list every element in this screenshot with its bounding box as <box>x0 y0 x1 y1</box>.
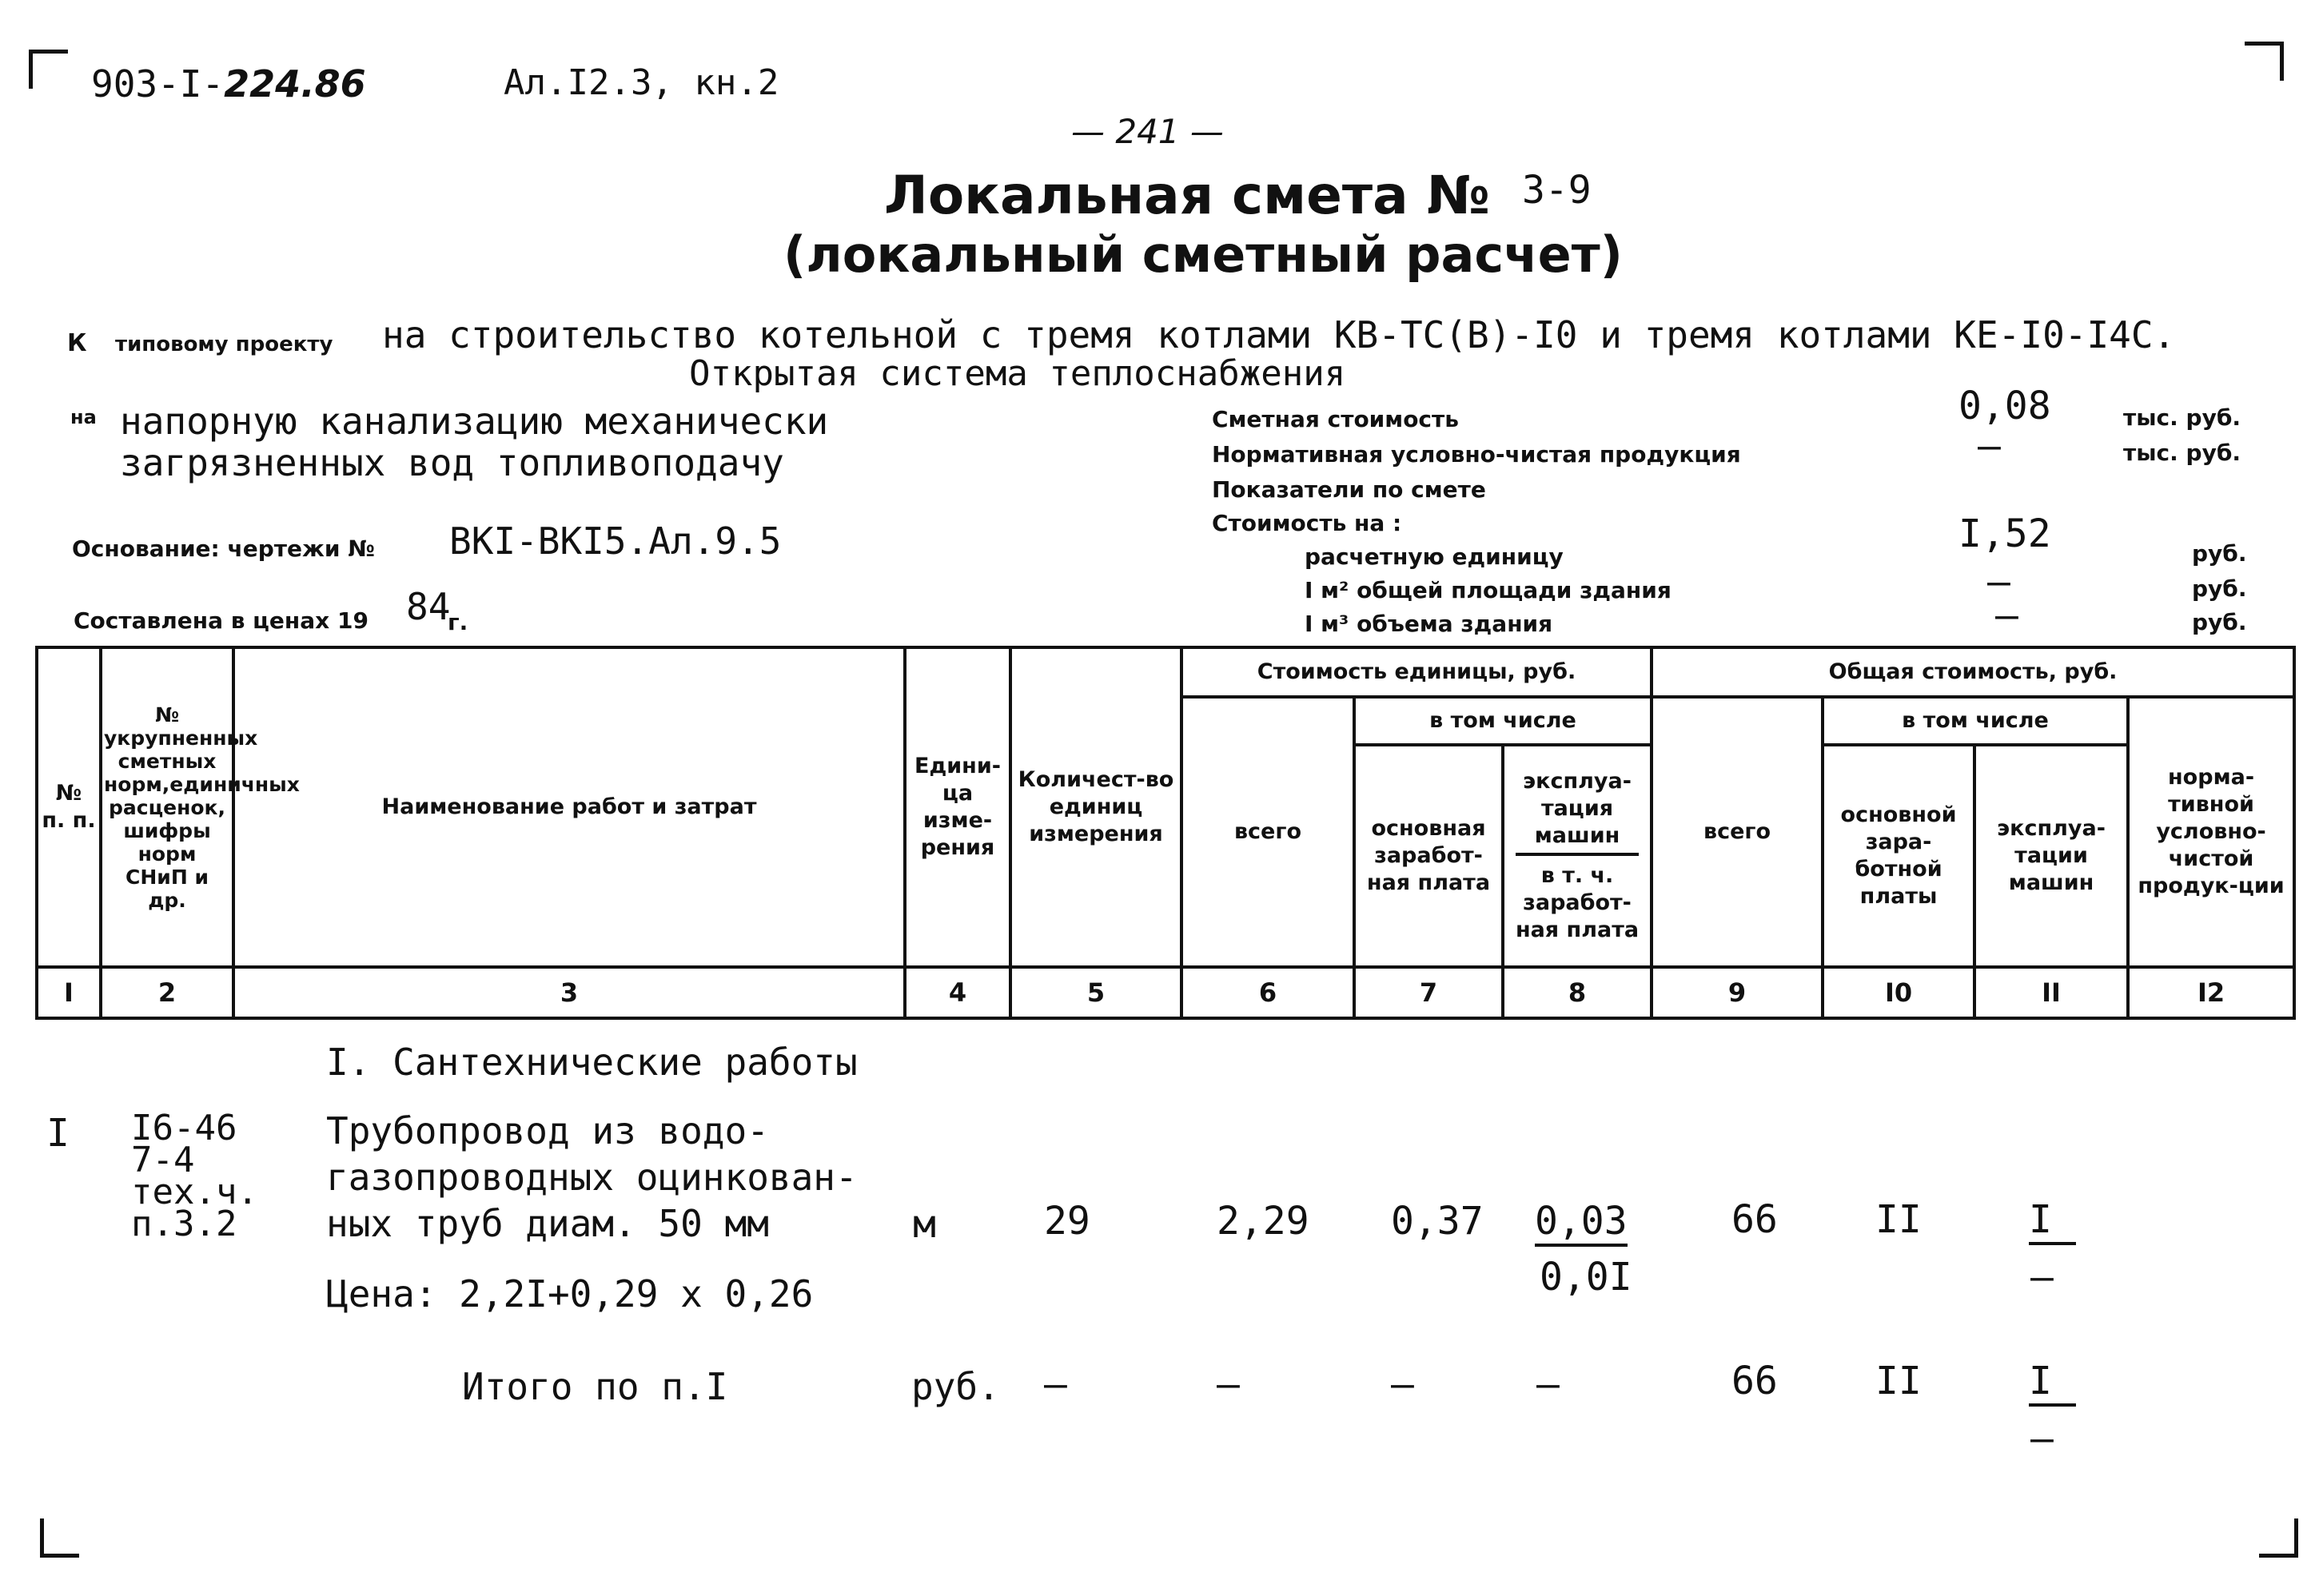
album-ref: Ал.I2.3, кн.2 <box>504 62 779 103</box>
row-unit-wage: 0,37 <box>1391 1199 1484 1244</box>
row-number: I <box>46 1111 70 1156</box>
col-header-name: Наименование работ и затрат <box>233 647 905 967</box>
volume-cost-value: – <box>1995 593 2018 638</box>
row-code-line: п.3.2 <box>131 1204 237 1244</box>
subtotal-dash: – <box>1536 1362 1560 1407</box>
prices-year: 84 <box>406 585 451 628</box>
row-total: 66 <box>1731 1197 1778 1242</box>
unit-cost-value: I,52 <box>1958 511 2051 556</box>
col-header-normative: норма-тивной условно-чистой продук-ции <box>2128 697 2294 967</box>
normative-label: Нормативная условно-чистая продукция <box>1212 441 1741 468</box>
volume-cost-label: I м³ объема здания <box>1305 611 1553 637</box>
title-text: Локальная смета № <box>884 165 1491 226</box>
col-header-unit-cost: Стоимость единицы, руб. <box>1181 647 1652 697</box>
project-label: типовому проекту <box>115 332 333 356</box>
row-qty: 29 <box>1044 1199 1090 1244</box>
subtotal-total: 66 <box>1731 1359 1778 1403</box>
doc-code-printed: 903-I- <box>91 62 225 105</box>
doc-code <box>91 62 366 105</box>
col-header-unit: Едини-ца изме-рения <box>905 647 1010 967</box>
estimate-header-table <box>35 646 2296 1020</box>
subtotal-dash: – <box>1391 1362 1414 1407</box>
row-total-machines <box>2029 1197 2076 1245</box>
col-number: 2 <box>101 967 233 1018</box>
subject-prefix: на <box>70 406 97 428</box>
subtotal-total-wage: II <box>1875 1359 1922 1403</box>
unit-cost-label: расчетную единицу <box>1305 543 1564 570</box>
basis-value: ВКI-ВКI5.Ал.9.5 <box>449 519 782 563</box>
subtotal-dash: – <box>1044 1362 1067 1407</box>
basis-label: Основание: чертежи № <box>72 535 375 562</box>
col-number: I0 <box>1823 967 1974 1018</box>
row-name-line: ных труб диам. 50 мм <box>326 1202 769 1245</box>
col-header-machines-label: эксплуа-тация машин <box>1516 768 1639 856</box>
corner-mark-top-left <box>29 50 68 89</box>
subject-line2: загрязненных вод топливоподачу <box>120 441 784 484</box>
area-cost-label: I м² общей площади здания <box>1305 577 1672 603</box>
corner-mark-top-right <box>2245 42 2284 81</box>
prices-suffix: г. <box>448 609 468 635</box>
subtotal-total-machines <box>2029 1359 2076 1407</box>
col-header-total-machines: эксплуа-тации машин <box>1974 745 2128 967</box>
subtotal-total-machines-wage: – <box>2030 1416 2054 1461</box>
title-number: 3-9 <box>1522 168 1592 213</box>
doc-code-handwritten: 224.86 <box>224 62 366 105</box>
corner-mark-bottom-right <box>2259 1518 2298 1558</box>
section-title: I. Сантехнические работы <box>326 1041 858 1084</box>
row-unit: м <box>913 1202 936 1247</box>
col-number: I2 <box>2128 967 2294 1018</box>
col-header-code: № укрупненных сметных норм,единичных расценок, шифры норм СНиП и др. <box>101 647 233 967</box>
corner-mark-bottom-left <box>40 1518 79 1558</box>
row-name-line: Трубопровод из водо- <box>326 1109 769 1152</box>
area-cost-unit: руб. <box>2192 575 2247 602</box>
row-unit-total: 2,29 <box>1217 1199 1309 1244</box>
subtotal-total-machines-value: I <box>2029 1359 2076 1407</box>
row-code-line: 7-4 <box>131 1140 195 1180</box>
col-number: 5 <box>1010 967 1181 1018</box>
estimated-cost-unit: тыс. руб. <box>2123 404 2241 431</box>
col-number: 4 <box>905 967 1010 1018</box>
normative-value: – <box>1978 424 2001 468</box>
col-number: I <box>37 967 101 1018</box>
col-number: 3 <box>233 967 905 1018</box>
col-header-no: № п. п. <box>37 647 101 967</box>
col-header-qty: Количест-во единиц измерения <box>1010 647 1181 967</box>
row-total-machines-value: I <box>2029 1197 2076 1245</box>
col-header-unit-total: всего <box>1181 697 1354 967</box>
col-number: 8 <box>1503 967 1652 1018</box>
subject-line1: напорную канализацию механически <box>120 400 829 443</box>
col-header-incl-total: в том числе <box>1823 697 2128 745</box>
row-name <box>326 1108 858 1247</box>
col-number: 7 <box>1354 967 1503 1018</box>
row-total-machines-wage: – <box>2030 1255 2054 1299</box>
estimated-cost-value: 0,08 <box>1958 384 2051 428</box>
row-code <box>131 1108 258 1244</box>
row-name-line: газопроводных оцинкован- <box>326 1156 858 1199</box>
row-code-line: I6-46 <box>131 1108 237 1148</box>
page-number: — 241 — <box>1071 112 1224 151</box>
normative-unit: тыс. руб. <box>2123 440 2241 466</box>
project-prefix: К <box>67 329 87 357</box>
col-header-unit-wage: основная заработ-ная плата <box>1354 745 1503 967</box>
row-unit-machines <box>1535 1199 1628 1247</box>
col-header-total-cost: Общая стоимость, руб. <box>1652 647 2294 697</box>
subtotal-unit: руб. <box>911 1365 1000 1408</box>
row-code-line: тех.ч. <box>131 1172 258 1212</box>
col-header-machines-wage-label: в т. ч. заработ-ная плата <box>1515 863 1640 942</box>
col-header-total-wage: основной зара-ботной платы <box>1823 745 1974 967</box>
col-number: II <box>1974 967 2128 1018</box>
area-cost-value: – <box>1987 559 2010 604</box>
subtotal-dash: – <box>1217 1362 1240 1407</box>
project-text-line1: на строительство котельной с тремя котлами КВ-ТС(В)-I0 и тремя котлами КЕ-I0-I4С. <box>382 313 2176 356</box>
col-number: 6 <box>1181 967 1354 1018</box>
project-text-line2: Открытая система теплоснабжения <box>689 353 1346 394</box>
row-unit-machines-value: 0,03 <box>1535 1199 1628 1247</box>
row-total-wage: II <box>1875 1197 1922 1242</box>
col-header-unit-machines <box>1503 745 1652 967</box>
cost-per-label: Стоимость на : <box>1212 510 1402 536</box>
col-header-total: всего <box>1652 697 1823 967</box>
estimated-cost-label: Сметная стоимость <box>1212 406 1459 432</box>
indicators-label: Показатели по смете <box>1212 476 1486 503</box>
page-title <box>884 165 1490 226</box>
row-unit-machines-wage: 0,0I <box>1540 1255 1632 1299</box>
row-price-note: Цена: 2,2I+0,29 x 0,26 <box>326 1272 814 1315</box>
subtotal-label: Итого по п.I <box>462 1365 728 1408</box>
unit-cost-unit: руб. <box>2192 540 2247 567</box>
col-number: 9 <box>1652 967 1823 1018</box>
volume-cost-unit: руб. <box>2192 609 2247 635</box>
col-header-incl-unit: в том числе <box>1354 697 1652 745</box>
prices-label: Составлена в ценах 19 <box>74 607 369 634</box>
page-subtitle: (локальный сметный расчет) <box>783 225 1624 284</box>
